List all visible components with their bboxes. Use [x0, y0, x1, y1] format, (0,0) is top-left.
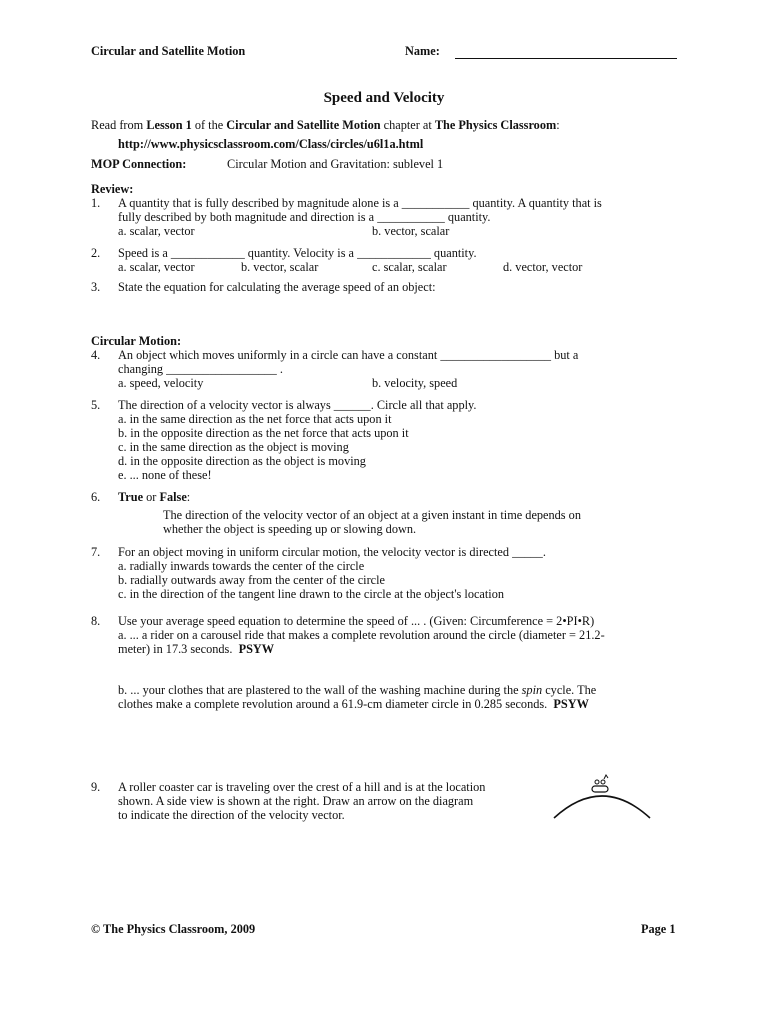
q8b-text-line1: b. ... your clothes that are plastered to the wall of the washing machine during the spin cycle. The	[118, 683, 597, 697]
q8a-text-line1: a. ... a rider on a carousel ride that makes a complete revolution around the circle (diameter = 21.2-	[118, 628, 605, 642]
q7-text: For an object moving in uniform circular motion, the velocity vector is directed _____.	[118, 545, 546, 559]
q2-text: Speed is a ____________ quantity. Velocity is a ____________ quantity.	[118, 246, 477, 260]
rider-head	[595, 780, 599, 784]
q1-text-line1: A quantity that is fully described by magnitude alone is a ___________ quantity. A quantity that is	[118, 196, 602, 210]
header-course-title: Circular and Satellite Motion	[91, 44, 246, 58]
q9-number: 9.	[91, 780, 101, 794]
q1-text-line2: fully described by both magnitude and direction is a ___________ quantity.	[118, 210, 491, 224]
intro-line: Read from Lesson 1 of the Circular and Satellite Motion chapter at The Physics Classroom:	[91, 118, 560, 132]
review-heading: Review:	[91, 182, 134, 196]
q5-option-e[interactable]: e. ... none of these!	[118, 468, 212, 482]
q2-option-b[interactable]: b. vector, scalar	[241, 260, 319, 274]
q6-number: 6.	[91, 490, 101, 504]
q9-text-line1: A roller coaster car is traveling over the crest of a hill and is at the location	[118, 780, 486, 794]
rider-head	[601, 780, 605, 784]
q5-option-b[interactable]: b. in the opposite direction as the net force that acts upon it	[118, 426, 409, 440]
q4-text-line2: changing __________________ .	[118, 362, 283, 376]
mop-value: Circular Motion and Gravitation: sublevel 1	[227, 157, 444, 171]
q5-number: 5.	[91, 398, 101, 412]
q8-text: Use your average speed equation to determine the speed of ... . (Given: Circumference = 2•PI•R)	[118, 614, 595, 628]
q4-text-line1: An object which moves uniformly in a circle can have a constant __________________ but a	[118, 348, 579, 362]
q6-statement-line2: whether the object is speeding up or slowing down.	[163, 522, 417, 536]
q6-statement-line1: The direction of the velocity vector of an object at a given instant in time depends on	[163, 508, 581, 522]
roller-coaster-hill-diagram[interactable]	[548, 770, 656, 822]
mop-label: MOP Connection:	[91, 157, 187, 171]
q8b-text-line2: clothes make a complete revolution around a 61.9-cm diameter circle in 0.285 seconds. PSYW	[118, 697, 589, 711]
q4-number: 4.	[91, 348, 101, 362]
footer-page-number: Page 1	[641, 922, 676, 936]
q4-option-a[interactable]: a. speed, velocity	[118, 376, 204, 390]
q7-option-a[interactable]: a. radially inwards towards the center of the circle	[118, 559, 365, 573]
q6-true-false-label[interactable]: True or False:	[118, 490, 191, 504]
q7-option-b[interactable]: b. radially outwards away from the center of the circle	[118, 573, 386, 587]
q7-option-c[interactable]: c. in the direction of the tangent line drawn to the circle at the object's location	[118, 587, 505, 601]
footer-copyright: © The Physics Classroom, 2009	[91, 922, 256, 936]
q4-option-b[interactable]: b. velocity, speed	[372, 376, 458, 390]
hill-track	[554, 796, 650, 818]
q2-option-c[interactable]: c. scalar, scalar	[372, 260, 447, 274]
lesson-url-link[interactable]: http://www.physicsclassroom.com/Class/circles/u6l1a.html	[118, 137, 424, 151]
q1-option-a[interactable]: a. scalar, vector	[118, 224, 195, 238]
q2-number: 2.	[91, 246, 101, 260]
q5-text: The direction of a velocity vector is always ______. Circle all that apply.	[118, 398, 477, 412]
q8-number: 8.	[91, 614, 101, 628]
q2-option-d[interactable]: d. vector, vector	[503, 260, 583, 274]
q5-option-c[interactable]: c. in the same direction as the object is moving	[118, 440, 349, 454]
q1-number: 1.	[91, 196, 101, 210]
q5-option-d[interactable]: d. in the opposite direction as the object is moving	[118, 454, 366, 468]
q7-number: 7.	[91, 545, 101, 559]
q2-option-a[interactable]: a. scalar, vector	[118, 260, 195, 274]
q3-number: 3.	[91, 280, 101, 294]
coaster-car	[592, 786, 608, 792]
page-title: Speed and Velocity	[323, 90, 445, 106]
q9-text-line2: shown. A side view is shown at the right. Draw an arrow on the diagram	[118, 794, 474, 808]
name-label: Name:	[405, 44, 440, 58]
circular-motion-heading: Circular Motion:	[91, 334, 182, 348]
q9-text-line3: to indicate the direction of the velocity vector.	[118, 808, 345, 822]
q5-option-a[interactable]: a. in the same direction as the net force that acts upon it	[118, 412, 392, 426]
q3-text: State the equation for calculating the average speed of an object:	[118, 280, 436, 294]
q1-option-b[interactable]: b. vector, scalar	[372, 224, 450, 238]
rider-arms	[604, 775, 608, 779]
name-field-line[interactable]	[455, 58, 677, 59]
q8a-text-line2: meter) in 17.3 seconds. PSYW	[118, 642, 275, 656]
